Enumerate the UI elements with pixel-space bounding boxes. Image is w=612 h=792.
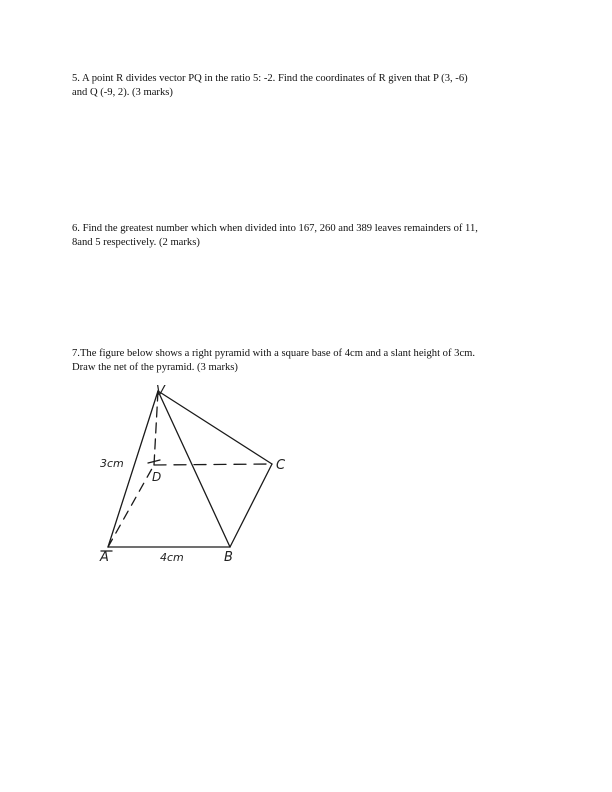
pyramid-drawing [90, 381, 300, 571]
question-7-line-2: Draw the net of the pyramid. (3 marks) [72, 362, 238, 373]
edge-dc-hidden [154, 464, 272, 465]
label-vertex-c: C [276, 458, 286, 473]
label-vertex-d: D [152, 470, 162, 484]
label-vertex-a: A [100, 550, 109, 565]
question-7 [72, 347, 542, 375]
question-7-line-1: 7.The figure below shows a right pyramid with a square base of 4cm and a slant height of 3cm. [72, 348, 476, 359]
edge-bc [230, 464, 272, 547]
question-6-line-2: 8and 5 respectively. (2 marks) [72, 237, 200, 248]
label-vertex-b: B [224, 550, 233, 565]
label-apex-v: V [156, 384, 165, 399]
question-5-line-2: and Q (-9, 2). (3 marks) [72, 87, 173, 98]
question-5 [72, 72, 542, 100]
label-slant-height: 3cm [100, 457, 124, 470]
question-6-line-1: 6. Find the greatest number which when divided into 167, 260 and 389 leaves remainders of 11, [72, 223, 478, 234]
question-6 [72, 222, 542, 250]
question-5-line-1: 5. A point R divides vector PQ in the ratio 5: -2. Find the coordinates of R given that P (3, -6) [72, 73, 468, 84]
pyramid-figure [90, 381, 300, 571]
label-base-length: 4cm [160, 551, 184, 564]
